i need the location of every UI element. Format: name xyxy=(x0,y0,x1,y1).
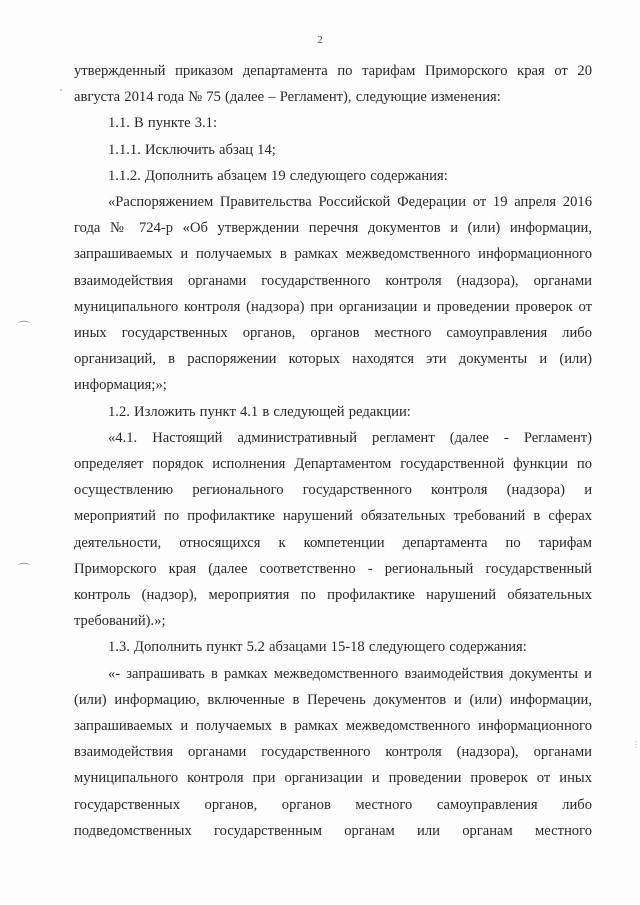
paragraph-1-1-2: 1.1.2. Дополнить абзацем 19 следующего содержания: xyxy=(108,167,448,184)
paragraph-1-3: 1.3. Дополнить пункт 5.2 абзацами 15-18 следующего содержания: xyxy=(108,639,527,656)
scan-artifact-mark: ⋮ xyxy=(632,740,640,749)
hole-punch-mark: ⌒ xyxy=(18,562,31,576)
paragraph-quote-order-724: «Распоряжением Правительства Российской Федерации от 19 апреля 2016 года № 724-р «Об утверждении перечня документов и (или) информации, запрашиваемых и получаемых в рамках межведомственного информационного взаимодействия органами государственного контроля (надзора), органами муниципального контроля (надзора) при организации и проведении проверок от иных государственных органов, органов местного самоуправления либо организаций, в распоряжении которых находятся эти документы и (или) информация;»; xyxy=(74,194,592,394)
paragraph-1-1: 1.1. В пункте 3.1: xyxy=(108,115,218,132)
paragraph-quote-4-1: «4.1. Настоящий административный регламент (далее - Регламент) определяет порядок исполнения Департаментом государственной функции по осуществлению регионального государственного контроля (надзора) и мероприятий по профилактике нарушений обязательных требований в сферах деятельности, относящихся к компетенции департамента по тарифам Приморского края (далее соответственно - региональный государственный контроль (надзор), мероприятия по профилактике нарушений обязательных требований).»; xyxy=(74,429,592,630)
hole-punch-mark: ⌒ xyxy=(18,320,31,334)
document-body xyxy=(74,58,592,844)
paragraph-1-1-1: 1.1.1. Исключить абзац 14; xyxy=(108,141,276,158)
scan-artifact-mark: , xyxy=(60,82,63,92)
page-number: 2 xyxy=(317,34,323,46)
paragraph-1-2: 1.2. Изложить пункт 4.1 в следующей редакции: xyxy=(108,403,411,420)
paragraph-intro: утвержденный приказом департамента по тарифам Приморского края от 20 августа 2014 года № 75 (далее – Регламент), следующие изменения: xyxy=(74,63,592,106)
paragraph-quote-request: «- запрашивать в рамках межведомственного взаимодействия документы и (или) информацию, включенные в Перечень документов и (или) информации, запрашиваемых и получаемых в рамках межведомственного информационного взаимодействия органами государственного контроля (надзора), органами муниципального контроля при организации и проведении проверок от иных государственных органов, органов местного самоуправления либо подведомственных государственным органам или органам местного xyxy=(74,665,592,839)
